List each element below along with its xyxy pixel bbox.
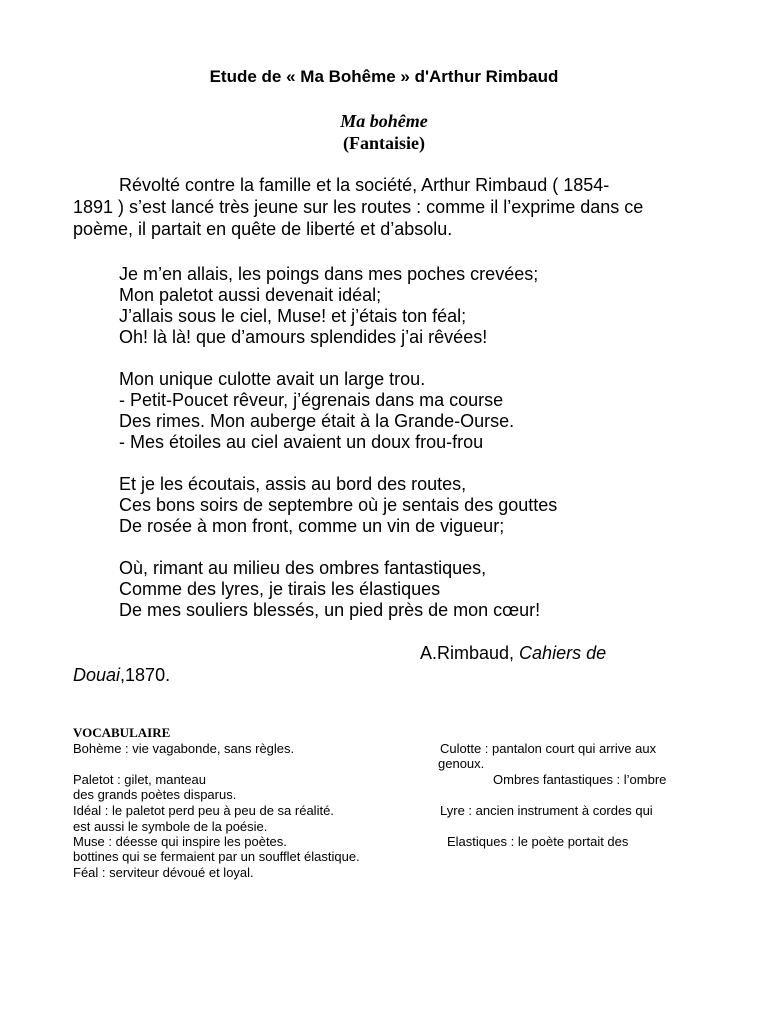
verse-line: De mes souliers blessés, un pied près de mon cœur! <box>119 600 541 620</box>
vocab-entry-lyre-cont: est aussi le symbole de la poésie. <box>73 819 268 834</box>
poem-heading <box>0 110 768 154</box>
verse-line: Oh! là là! que d’amours splendides j’ai rêvées! <box>119 327 488 347</box>
vocabulary-heading: VOCABULAIRE <box>73 725 171 740</box>
vocab-entry-boheme: Bohème : vie vagabonde, sans règles. <box>73 741 295 756</box>
intro-line: poème, il partait en quête de liberté et d’absolu. <box>73 219 453 239</box>
vocab-entry-ombres: Ombres fantastiques : l’ombre <box>493 772 667 787</box>
verse-line: - Mes étoiles au ciel avaient un doux frou-frou <box>119 432 484 452</box>
vocab-entry-muse: Muse : déesse qui inspire les poètes. <box>73 834 287 849</box>
stanza-3 <box>119 474 679 537</box>
verse-line: Et je les écoutais, assis au bord des routes, <box>119 474 467 494</box>
verse-line: - Petit-Poucet rêveur, j’égrenais dans ma course <box>119 390 504 410</box>
intro-line: Révolté contre la famille et la société, Arthur Rimbaud ( 1854- <box>119 175 610 195</box>
verse-line: Mon unique culotte avait un large trou. <box>119 369 426 389</box>
intro-line: 1891 ) s’est lancé très jeune sur les routes : comme il l’exprime dans ce <box>73 197 644 217</box>
document-title: Etude de « Ma Bohême » d'Arthur Rimbaud <box>209 67 559 86</box>
vocab-entry-ideal: Idéal : le paletot perd peu à peu de sa réalité. <box>73 803 334 818</box>
verse-line: Mon paletot aussi devenait idéal; <box>119 285 382 305</box>
vocab-entry-culotte: Culotte : pantalon court qui arrive aux <box>440 741 657 756</box>
verse-line: Ces bons soirs de septembre où je sentais des gouttes <box>119 495 558 515</box>
stanza-2 <box>119 369 679 453</box>
stanza-4 <box>119 558 679 621</box>
verse-line: Des rimes. Mon auberge était à la Grande-Ourse. <box>119 411 515 431</box>
vocab-entry-elastiques: Elastiques : le poète portait des <box>447 834 629 849</box>
vocab-entry-lyre: Lyre : ancien instrument à cordes qui <box>440 803 653 818</box>
poem-signature <box>73 642 693 686</box>
signature-author: A.Rimbaud, <box>420 643 520 663</box>
verse-line: Je m’en allais, les poings dans mes poches crevées; <box>119 264 539 284</box>
verse-line: De rosée à mon front, comme un vin de vigueur; <box>119 516 505 536</box>
poem-subtitle: (Fantaisie) <box>343 133 425 153</box>
vocab-entry-ombres-cont: des grands poètes disparus. <box>73 787 237 802</box>
signature-work-cont: Douai <box>73 665 121 685</box>
vocab-entry-elastiques-cont: bottines qui se fermaient par un soufflet élastique. <box>73 849 360 864</box>
signature-year: ,1870. <box>120 665 171 685</box>
intro-paragraph <box>73 174 698 240</box>
verse-line: J’allais sous le ciel, Muse! et j’étais ton féal; <box>119 306 467 326</box>
stanza-1 <box>119 264 679 348</box>
vocab-entry-feal: Féal : serviteur dévoué et loyal. <box>73 865 254 880</box>
vocab-entry-paletot: Paletot : gilet, manteau <box>73 772 206 787</box>
poem-title: Ma bohême <box>340 111 428 131</box>
vocab-entry-culotte-cont: genoux. <box>438 756 485 771</box>
verse-line: Comme des lyres, je tirais les élastiques <box>119 579 441 599</box>
verse-line: Où, rimant au milieu des ombres fantastiques, <box>119 558 487 578</box>
signature-work: Cahiers de <box>519 643 607 663</box>
